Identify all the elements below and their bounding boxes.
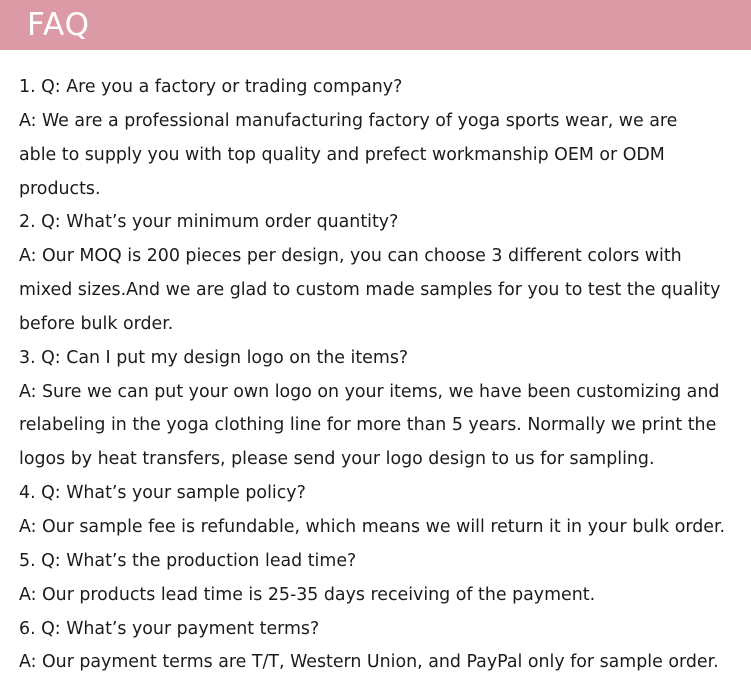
faq-question-2: 2. Q: What’s your minimum order quantity? [19,212,399,233]
faq-question-4: 4. Q: What’s your sample policy? [19,483,306,504]
faq-answer-3-line-3: logos by heat transfers, please send your logo design to us for sampling. [19,449,655,470]
faq-answer-5: A: Our products lead time is 25-35 days receiving of the payment. [19,584,596,605]
page-title: FAQ [27,7,91,43]
faq-answer-2-line-1: A: Our MOQ is 200 pieces per design, you can choose 3 different colors with [19,246,682,267]
faq-header-banner [0,0,751,50]
faq-answer-2-line-2: mixed sizes.And we are glad to custom made samples for you to test the quality [19,280,721,301]
faq-answer-1-line-1: A: We are a professional manufacturing factory of yoga sports wear, we are [19,110,678,131]
faq-answer-3-line-2: relabeling in the yoga clothing line for more than 5 years. Normally we print the [19,415,717,436]
faq-question-3: 3. Q: Can I put my design logo on the items? [19,347,409,368]
faq-answer-3-line-1: A: Sure we can put your own logo on your items, we have been customizing and [19,381,720,402]
faq-question-5: 5. Q: What’s the production lead time? [19,550,357,571]
faq-answer-4: A: Our sample fee is refundable, which means we will return it in your bulk order. [19,516,726,537]
faq-list [19,71,749,680]
faq-answer-6: A: Our payment terms are T/T, Western Union, and PayPal only for sample order. [19,652,719,673]
faq-answer-2-line-3: before bulk order. [19,313,174,334]
faq-question-6: 6. Q: What’s your payment terms? [19,618,320,639]
faq-answer-1-line-2: able to supply you with top quality and prefect workmanship OEM or ODM [19,144,665,165]
faq-answer-1-line-3: products. [19,178,101,199]
faq-question-1: 1. Q: Are you a factory or trading company? [19,77,403,97]
